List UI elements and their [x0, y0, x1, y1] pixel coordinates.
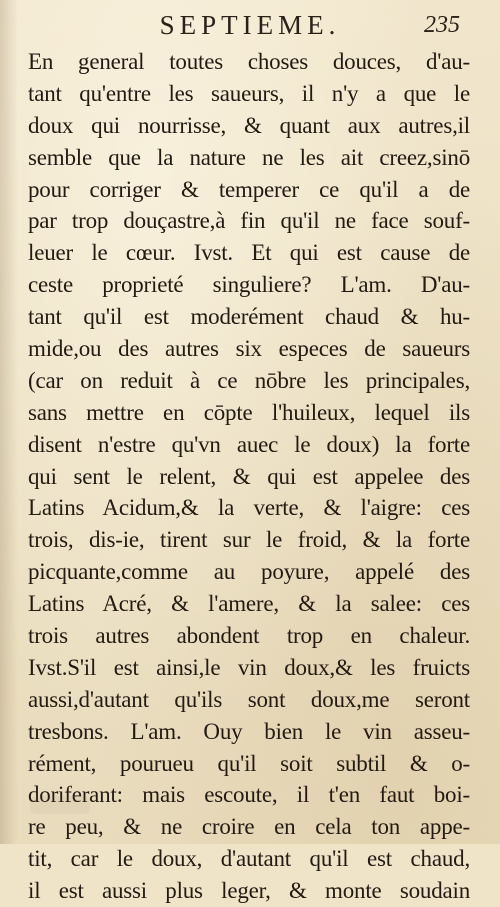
text-line: Ivst.S'il est ainsi,le vin doux,& les fruicts	[28, 654, 470, 680]
text-line: Latins Acidum,& la verte, & l'aigre: ces	[28, 495, 470, 521]
text-line: Latins Acré, & l'amere, & la salee: ces	[28, 591, 470, 617]
text-line: (car on reduit à ce nōbre les principales,	[28, 367, 470, 393]
text-line: disent n'estre qu'vn auec le doux) la forte	[28, 431, 470, 457]
text-line: tit, car le doux, d'autant qu'il est chaud,	[28, 846, 470, 872]
text-line: picquante,comme au poyure, appelé des	[28, 559, 470, 585]
running-head	[0, 10, 500, 44]
text-line: tresbons. L'am. Ouy bien le vin asseu-	[28, 718, 470, 744]
running-head-title: SEPTIEME.	[159, 10, 341, 40]
text-line: pour corriger & temperer ce qu'il a de	[28, 176, 470, 202]
text-line: sans mettre en cōpte l'huileux, lequel ils	[28, 399, 470, 425]
text-line: il est aussi plus leger, & monte soudain	[28, 878, 470, 904]
text-line: mide,ou des autres six especes de saueurs	[28, 336, 470, 362]
text-line: tant qu'il est moderément chaud & hu-	[28, 304, 470, 330]
text-line: tant qu'entre les saueurs, il n'y a que le	[28, 80, 470, 106]
body-text	[28, 46, 470, 907]
text-line: aussi,d'autant qu'ils sont doux,me seront	[28, 686, 470, 712]
text-line: doriferant: mais escoute, il t'en faut boi-	[28, 782, 470, 808]
page-number: 235	[424, 12, 460, 38]
text-line: ceste proprieté singuliere? L'am. D'au-	[28, 272, 470, 298]
text-line: semble que la nature ne les ait creez,sinō	[28, 144, 470, 170]
text-line: leuer le cœur. Ivst. Et qui est cause de	[28, 240, 470, 266]
text-line: par trop douçastre,à fin qu'il ne face souf-	[28, 208, 470, 234]
ink-show-through	[30, 796, 90, 814]
text-line: trois autres abondent trop en chaleur.	[28, 623, 470, 649]
gutter-shadow	[0, 0, 18, 844]
text-line: trois, dis-ie, tirent sur le froid, & la forte	[28, 527, 470, 553]
text-line: re peu, & ne croire en cela ton appe-	[28, 814, 470, 840]
text-line: rément, pourueu qu'il soit subtil & o-	[28, 750, 470, 776]
text-line: En general toutes choses douces, d'au-	[28, 49, 470, 74]
text-line: doux qui nourrisse, & quant aux autres,il	[28, 112, 470, 138]
text-line: qui sent le relent, & qui est appelee des	[28, 463, 470, 489]
